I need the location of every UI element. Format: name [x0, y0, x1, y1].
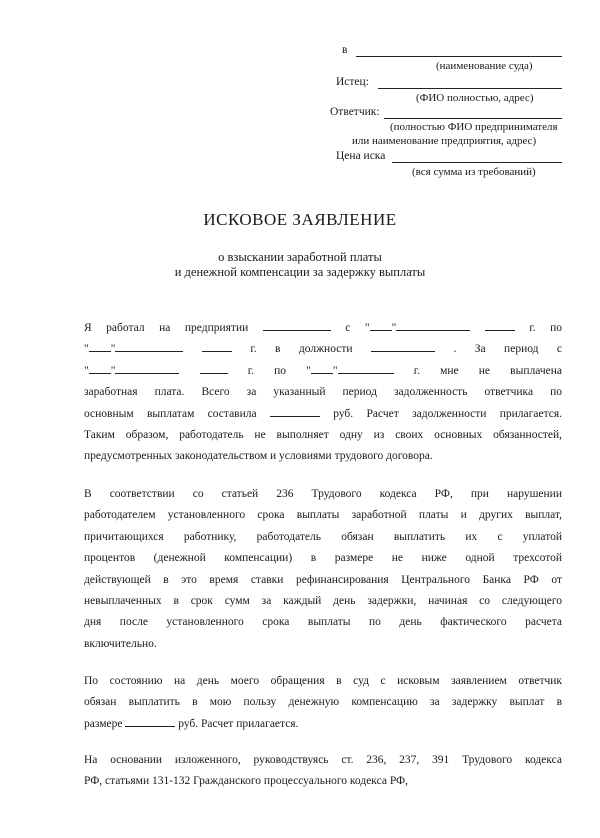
court-prefix: в [342, 44, 348, 56]
text-line: причитающихся работнику, работодатель обязан выплатить их с уплатой [84, 530, 562, 543]
blank-field [89, 341, 111, 352]
blank-field [263, 320, 331, 331]
text-line: В соответствии со статьей 236 Трудового кодекса РФ, при нарушении [84, 488, 562, 500]
defendant-hint-2: или наименование предприятия, адрес) [352, 135, 537, 147]
blank-field [370, 320, 392, 331]
document-title: ИСКОВОЕ ЗАЯВЛЕНИЕ [203, 210, 397, 229]
claim-hint: (вся сумма из требований) [412, 166, 536, 178]
blank-field [115, 363, 179, 374]
text-line: Таким образом, работодатель не выполняет одну из своих основных обязанностей, [84, 429, 562, 442]
text-line: основным выплатам составила руб. Расчет задолженности прилагается. [84, 407, 562, 420]
blank-field [125, 716, 175, 727]
paragraph-legal-basis [84, 750, 562, 793]
text-line: предусмотренных законодательством и условиями трудового договора. [84, 450, 433, 463]
blank-field [396, 320, 470, 331]
blank-field [338, 363, 394, 374]
defendant-hint-1: (полностью ФИО предпринимателя [390, 121, 558, 133]
plaintiff-label: Истец: [336, 76, 369, 88]
text-line: дня после установленного срока выплаты по день фактического расчета [84, 616, 562, 629]
blank-field [89, 363, 111, 374]
subtitle-line-1: о взыскании заработной платы [218, 250, 382, 264]
text-line: " " г. по " " г. мне не выплачена [84, 364, 563, 377]
paragraph-employment [84, 318, 562, 468]
blank-field [485, 320, 515, 331]
subtitle-line-2: и денежной компенсации за задержку выплаты [174, 265, 426, 279]
paragraph-article-236 [84, 484, 562, 655]
text-line: " " г. в должности . За период с [84, 343, 563, 356]
court-line [356, 56, 562, 57]
text-line: размере руб. Расчет прилагается. [84, 717, 299, 730]
text-line: невыплаченных в срок сумм за каждый день задержки, начиная со следующего [84, 595, 562, 608]
blank-field [270, 406, 320, 417]
text-line: Я работал на предприятии с " " г. по [84, 322, 563, 334]
text-line: процентов (денежной компенсации) в размере не ниже одной трехсотой [84, 552, 562, 565]
text-line: включительно. [84, 637, 157, 650]
text-line: заработная плата. Всего за указанный период задолженность ответчика по [84, 386, 562, 399]
court-hint: (наименование суда) [436, 60, 533, 72]
blank-field [371, 341, 435, 352]
text-line: обязан выплатить в мою пользу денежную компенсацию за задержку выплат в [84, 696, 562, 709]
blank-field [200, 363, 228, 374]
text-line: РФ, статьями 131-132 Гражданского процессуального кодекса РФ, [84, 775, 408, 788]
defendant-label: Ответчик: [330, 106, 380, 118]
claim-line [392, 162, 562, 163]
text-line: На основании изложенного, руководствуясь ст. 236, 237, 391 Трудового кодекса [84, 754, 562, 766]
blank-field [115, 341, 183, 352]
blank-field [311, 363, 333, 374]
text-line: работодателем установленного срока выплаты заработной платы и других выплат, [84, 509, 562, 522]
plaintiff-line [378, 88, 562, 89]
claim-label: Цена иска [336, 150, 386, 162]
text-line: действующей в это время ставки рефинансирования Центрального Банка РФ от [84, 573, 562, 586]
defendant-line [384, 118, 562, 119]
text-line: По состоянию на день моего обращения в суд с исковым заявлением ответчик [84, 675, 562, 687]
blank-field [202, 341, 232, 352]
plaintiff-hint: (ФИО полностью, адрес) [416, 92, 534, 104]
paragraph-compensation [84, 671, 562, 735]
